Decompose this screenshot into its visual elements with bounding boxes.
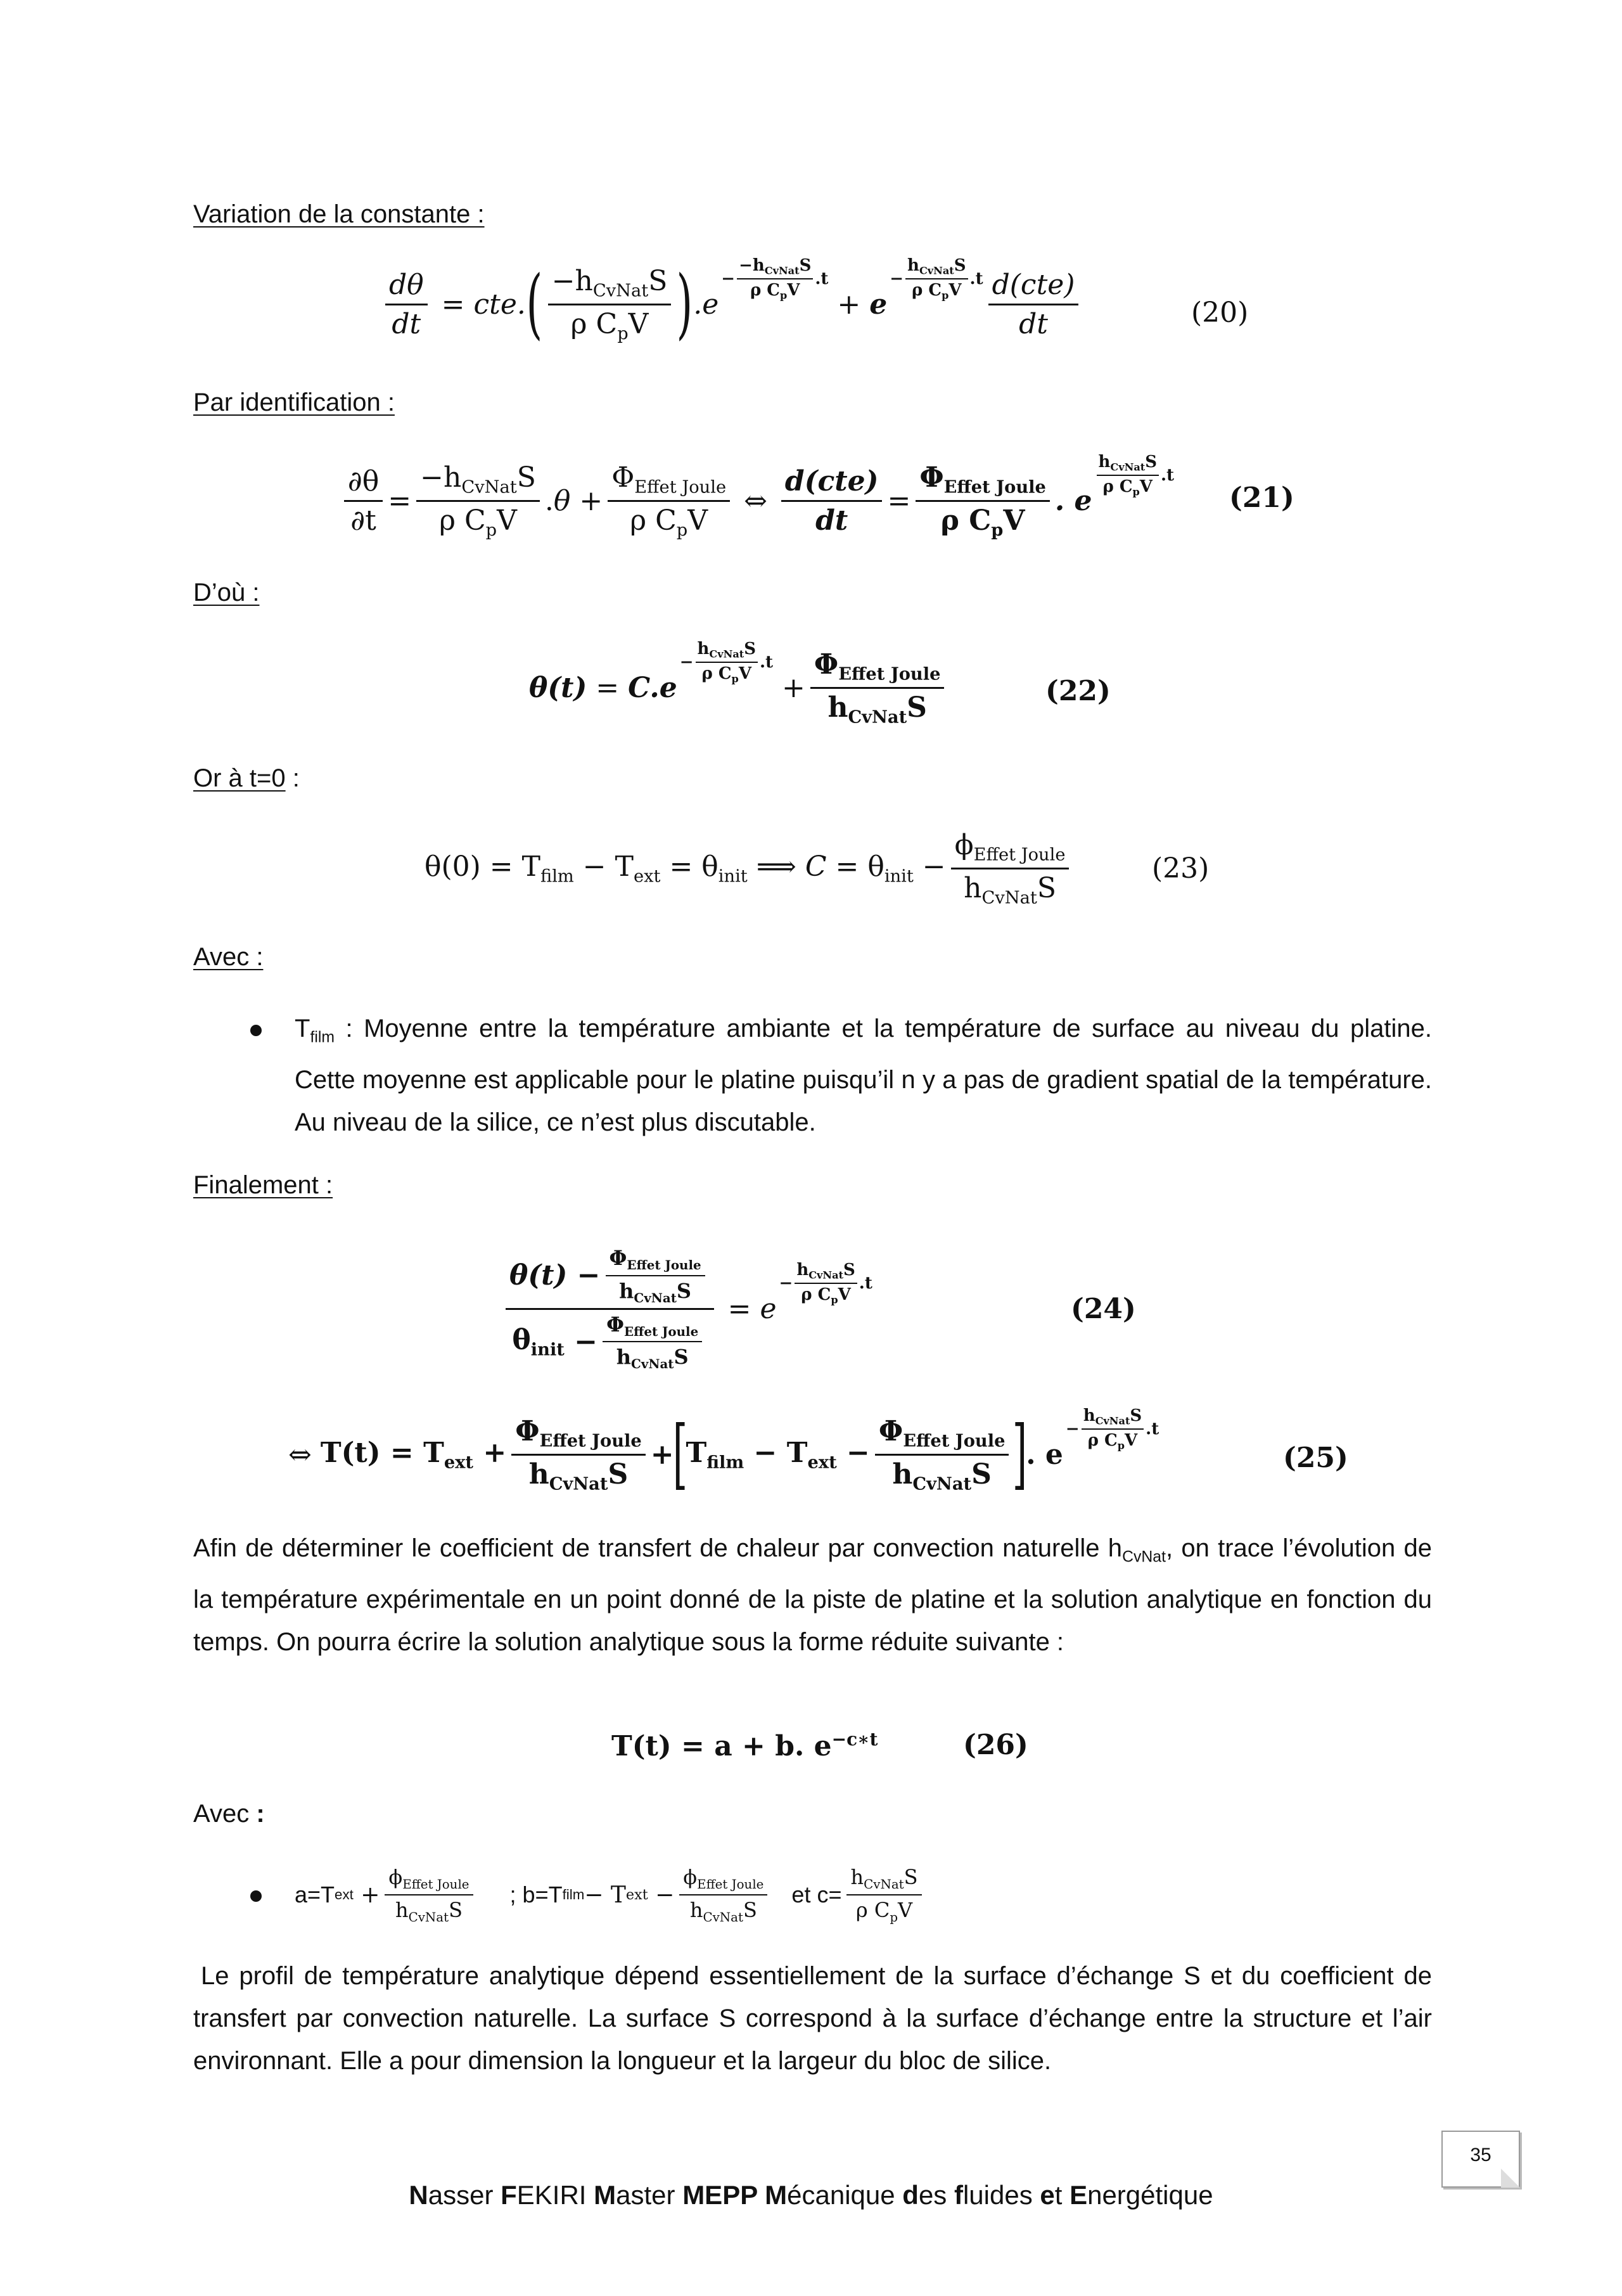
equation-21: $\frac{\partial\theta}{\partial t}$ = $\frac{-h_{CvNat}S}{\rho C_pV}$ .θ + $\frac{\Phi_{Effet Joule}}{\rho C_pV}$ ⇔ $\frac{\text{d(cte)}}{dt}$ = $\frac{\Phi_{Effet Joule}}{\rho C_pV}$ . e $\frac{h_{CvNat}S}{\rho C_pV}$ .t xyxy=(339,453,1174,548)
coef-a-sub: ext xyxy=(335,1887,354,1902)
equation-26: T(t) = a + b. $e^{-c∗t}$ xyxy=(611,1728,878,1762)
tfilm-subscript: film xyxy=(310,1029,335,1046)
equation-24: θ(t) − $\frac{\Phi_{Effet Joule}}{h_{CvNat}S}$ $\theta_{init}$ − $\frac{\Phi_{Effet Joule}}{h_{CvNat}S}$ = e − $\frac{h_{CvNat}S}{\rho C_pV}$ .t xyxy=(501,1226,872,1391)
footer-part: N xyxy=(409,2180,428,2210)
paragraph-convection-sub: CvNat xyxy=(1122,1548,1166,1566)
equation-number-21: (21) xyxy=(1229,482,1294,514)
coef-c-label: et c= xyxy=(791,1882,842,1908)
heading-avec: Avec : xyxy=(193,943,264,971)
coef-b-sub: film xyxy=(562,1887,585,1902)
heading-identification: Par identification : xyxy=(193,388,395,416)
footer-part: M xyxy=(594,2180,616,2210)
paragraph-convection-after: , on trace l’évolution de la température expérimentale en un point donné de la piste de platine et la solution analytique en fonction du temps. On pourra écrire la solution analytique sous la forme réduite suivante : xyxy=(193,1534,1432,1656)
footer-part: nergétique xyxy=(1087,2180,1213,2210)
footer-part: t xyxy=(1054,2180,1070,2210)
equation-number-20: (20) xyxy=(1191,297,1249,329)
footer-part: MEPP xyxy=(682,2180,765,2210)
equation-number-26: (26) xyxy=(963,1729,1028,1761)
bullet-dot-2 xyxy=(250,1890,262,1902)
equation-22: θ(t) = C.e − $\frac{h_{CvNat}S}{\rho C_pV}$ .t + $\frac{\Phi_{Effet Joule}}{h_{CvNat}S}$ xyxy=(529,640,949,735)
heading-finalement: Finalement : xyxy=(193,1171,333,1199)
footer-part: M xyxy=(765,2180,788,2210)
footer-part: e xyxy=(1040,2180,1055,2210)
bullet-tfilm xyxy=(295,1008,1432,1144)
heading-avec-2-label: Avec xyxy=(193,1800,257,1828)
paragraph-profil: Le profil de température analytique dépend essentiellement de la surface d’échange S et du coefficient de transfert par convection naturelle. La surface S correspond à la surface d’échange entre la structure et l’air environnant. Elle a pour dimension la longueur et la largeur du bloc de silice. xyxy=(193,1962,1432,2075)
footer-part: écanique xyxy=(787,2180,903,2210)
footer-part: d xyxy=(902,2180,919,2210)
footer-part: E xyxy=(1070,2180,1088,2210)
bullet-coefficients: a=T ext + $\frac{\phi_{Effet Joule}}{h_{CvNat}S}$ ; b=T film − T ext − $\frac{\phi_{Effet Joule}}{h_{CvNat}S}$ et c= $\frac{h_{CvNat}S}{\rho C_pV}$ xyxy=(295,1863,927,1927)
coef-b-minus: − T xyxy=(584,1882,626,1908)
tfilm-symbol: T xyxy=(295,1015,310,1042)
footer-part: luides xyxy=(962,2180,1040,2210)
footer-part: F xyxy=(501,2180,517,2210)
page-number-box xyxy=(1441,2131,1520,2188)
equation-23: $\theta(0) = T_{film} - T_{ext} = \theta_{init}$ ⟹ $C = \theta_{init}$ − $\frac{\phi_{Effet Joule}}{h_{CvNat}S}$ xyxy=(425,824,1074,913)
heading-or-t0-colon: : xyxy=(285,764,300,792)
coef-b-label: ; b=T xyxy=(509,1882,563,1908)
footer-part: es xyxy=(918,2180,954,2210)
equation-number-23: (23) xyxy=(1152,852,1210,885)
heading-dou: D’où : xyxy=(193,579,260,606)
equation-20: $\frac{d\theta}{dt}$ = cte. ( $\frac{-h_{CvNat}S}{\rho C_pV}$ ) .e − $\frac{-h_{CvNat}S}{\rho C_pV}$ .t + e − $\frac{h_{CvNat}S}{\rho C_pV}$ .t $\frac{\text{d(cte)}}{dt}$ xyxy=(380,257,1083,352)
page-number: 35 xyxy=(1470,2145,1491,2165)
equation-25: ⇔ $T(t) = T_{ext}$ + $\frac{\Phi_{Effet Joule}}{h_{CvNat}S}$ + [ $T_{film} - T_{ext}$ − $\frac{\Phi_{Effet Joule}}{h_{CvNat}S}$ ] . e − $\frac{h_{CvNat}S}{\rho C_pV}$ .t xyxy=(288,1406,1159,1498)
heading-variation: Variation de la constante : xyxy=(193,200,485,228)
equation-number-25: (25) xyxy=(1283,1442,1348,1474)
coef-a-label: a=T xyxy=(295,1882,335,1908)
heading-or-t0 xyxy=(193,766,300,791)
footer-part: EKIRI xyxy=(516,2180,594,2210)
footer-part: asser xyxy=(428,2180,501,2210)
paragraph-convection-before: Afin de déterminer le coefficient de transfert de chaleur par convection naturelle h xyxy=(193,1534,1123,1562)
footer xyxy=(0,2180,1622,2210)
equation-number-24: (24) xyxy=(1071,1293,1136,1325)
bullet-dot xyxy=(250,1025,262,1036)
paragraph-convection xyxy=(193,1527,1432,1664)
heading-or-t0-label: Or à t=0 xyxy=(193,764,286,792)
tfilm-description: : Moyenne entre la température ambiante et la température de surface au niveau du platine. Cette moyenne est applicable pour le platine puisqu’il n y a pas de gradient spatial de la température. Au niveau de la silice, ce n’est plus discutable. xyxy=(295,1015,1432,1136)
footer-part: aster xyxy=(616,2180,683,2210)
equation-number-22: (22) xyxy=(1045,675,1111,707)
footer-part: f xyxy=(954,2180,963,2210)
heading-avec-2: Avec : xyxy=(193,1800,265,1828)
